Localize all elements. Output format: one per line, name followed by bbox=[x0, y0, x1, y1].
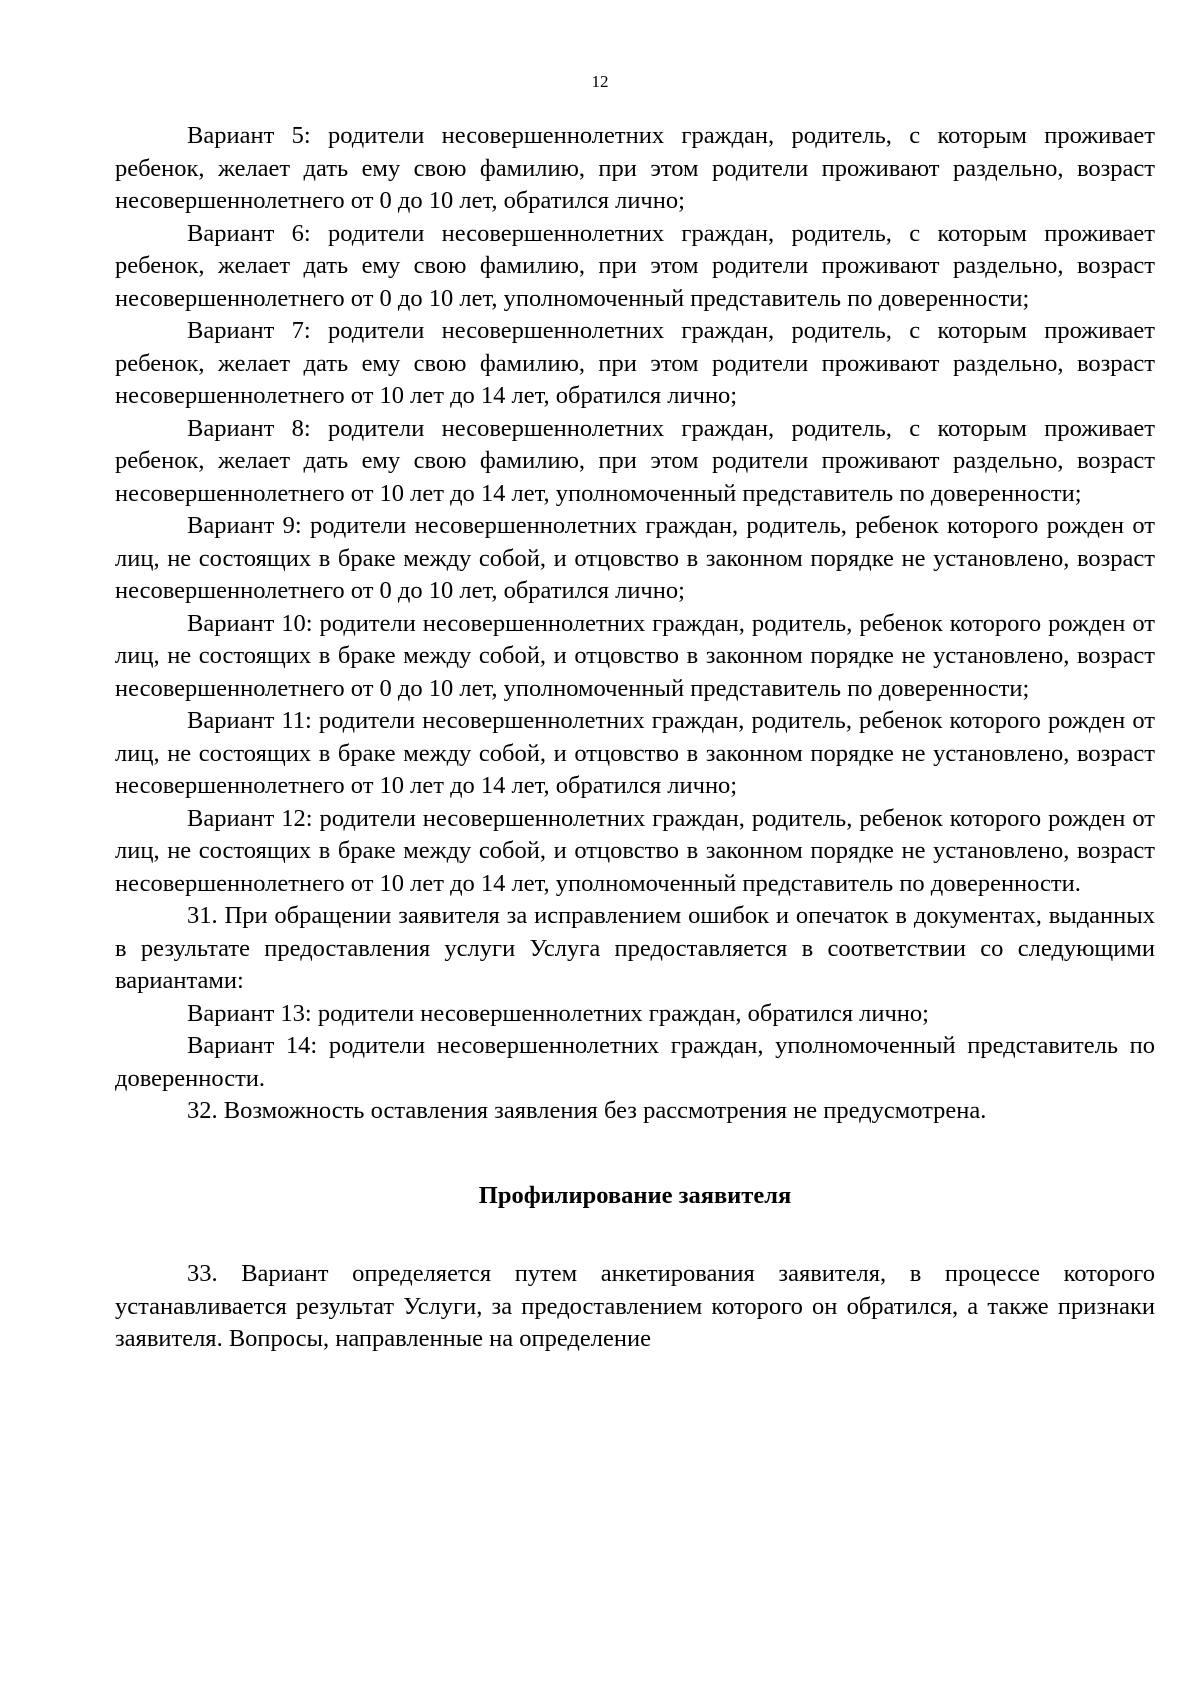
paragraph-variant-7: Вариант 7: родители несовершеннолетних граждан, родитель, с которым проживает ребенок, желает дать ему свою фамилию, при этом родители проживают раздельно, возраст несовершеннолетнего от 10 лет до 14 лет, обратился лично; bbox=[115, 317, 1155, 409]
paragraph-item-33: 33. Вариант определяется путем анкетирования заявителя, в процессе которого устанавливается результат Услуги, за предоставлением которого он обратился, а также признаки заявителя. Вопросы, направленные на определение bbox=[115, 1260, 1155, 1352]
paragraph-variant-8: Вариант 8: родители несовершеннолетних граждан, родитель, с которым проживает ребенок, желает дать ему свою фамилию, при этом родители проживают раздельно, возраст несовершеннолетнего от 10 лет до 14 лет, уполномоченный представитель по доверенности; bbox=[115, 414, 1155, 507]
page-number: 12 bbox=[591, 72, 609, 91]
paragraph-variant-11: Вариант 11: родители несовершеннолетних граждан, родитель, ребенок которого рожден от лиц, не состоящих в браке между собой, и отцовство в законном порядке не установлено, возраст несовершеннолетнего от 10 лет до 14 лет, обратился лично; bbox=[115, 707, 1155, 799]
paragraph-variant-5: Вариант 5: родители несовершеннолетних граждан, родитель, с которым проживает ребенок, желает дать ему свою фамилию, при этом родители проживают раздельно, возраст несовершеннолетнего от 0 до 10 лет, обратился лично; bbox=[115, 122, 1155, 214]
paragraph-item-32: 32. Возможность оставления заявления без рассмотрения не предусмотрена. bbox=[187, 1097, 987, 1124]
document-body bbox=[115, 120, 1155, 1356]
paragraph-variant-12: Вариант 12: родители несовершеннолетних граждан, родитель, ребенок которого рожден от лиц, не состоящих в браке между собой, и отцовство в законном порядке не установлено, возраст несовершеннолетнего от 10 лет до 14 лет, уполномоченный представитель по доверенности. bbox=[115, 804, 1155, 897]
paragraph-variant-10: Вариант 10: родители несовершеннолетних граждан, родитель, ребенок которого рожден от лиц, не состоящих в браке между собой, и отцовство в законном порядке не установлено, возраст несовершеннолетнего от 0 до 10 лет, уполномоченный представитель по доверенности; bbox=[115, 609, 1155, 702]
paragraph-variant-6: Вариант 6: родители несовершеннолетних граждан, родитель, с которым проживает ребенок, желает дать ему свою фамилию, при этом родители проживают раздельно, возраст несовершеннолетнего от 0 до 10 лет, уполномоченный представитель по доверенности; bbox=[115, 219, 1155, 312]
paragraph-variant-14: Вариант 14: родители несовершеннолетних граждан, уполномоченный представитель по доверенности. bbox=[115, 1032, 1155, 1092]
section-heading: Профилирование заявителя bbox=[478, 1181, 792, 1209]
paragraph-variant-9: Вариант 9: родители несовершеннолетних граждан, родитель, ребенок которого рожден от лиц, не состоящих в браке между собой, и отцовство в законном порядке не установлено, возраст несовершеннолетнего от 0 до 10 лет, обратился лично; bbox=[115, 512, 1155, 604]
paragraph-item-31: 31. При обращении заявителя за исправлением ошибок и опечаток в документах, выданных в результате предоставления услуги Услуга предоставляется в соответствии со следующими вариантами: bbox=[115, 902, 1155, 994]
paragraph-variant-13: Вариант 13: родители несовершеннолетних граждан, обратился лично; bbox=[187, 999, 929, 1027]
